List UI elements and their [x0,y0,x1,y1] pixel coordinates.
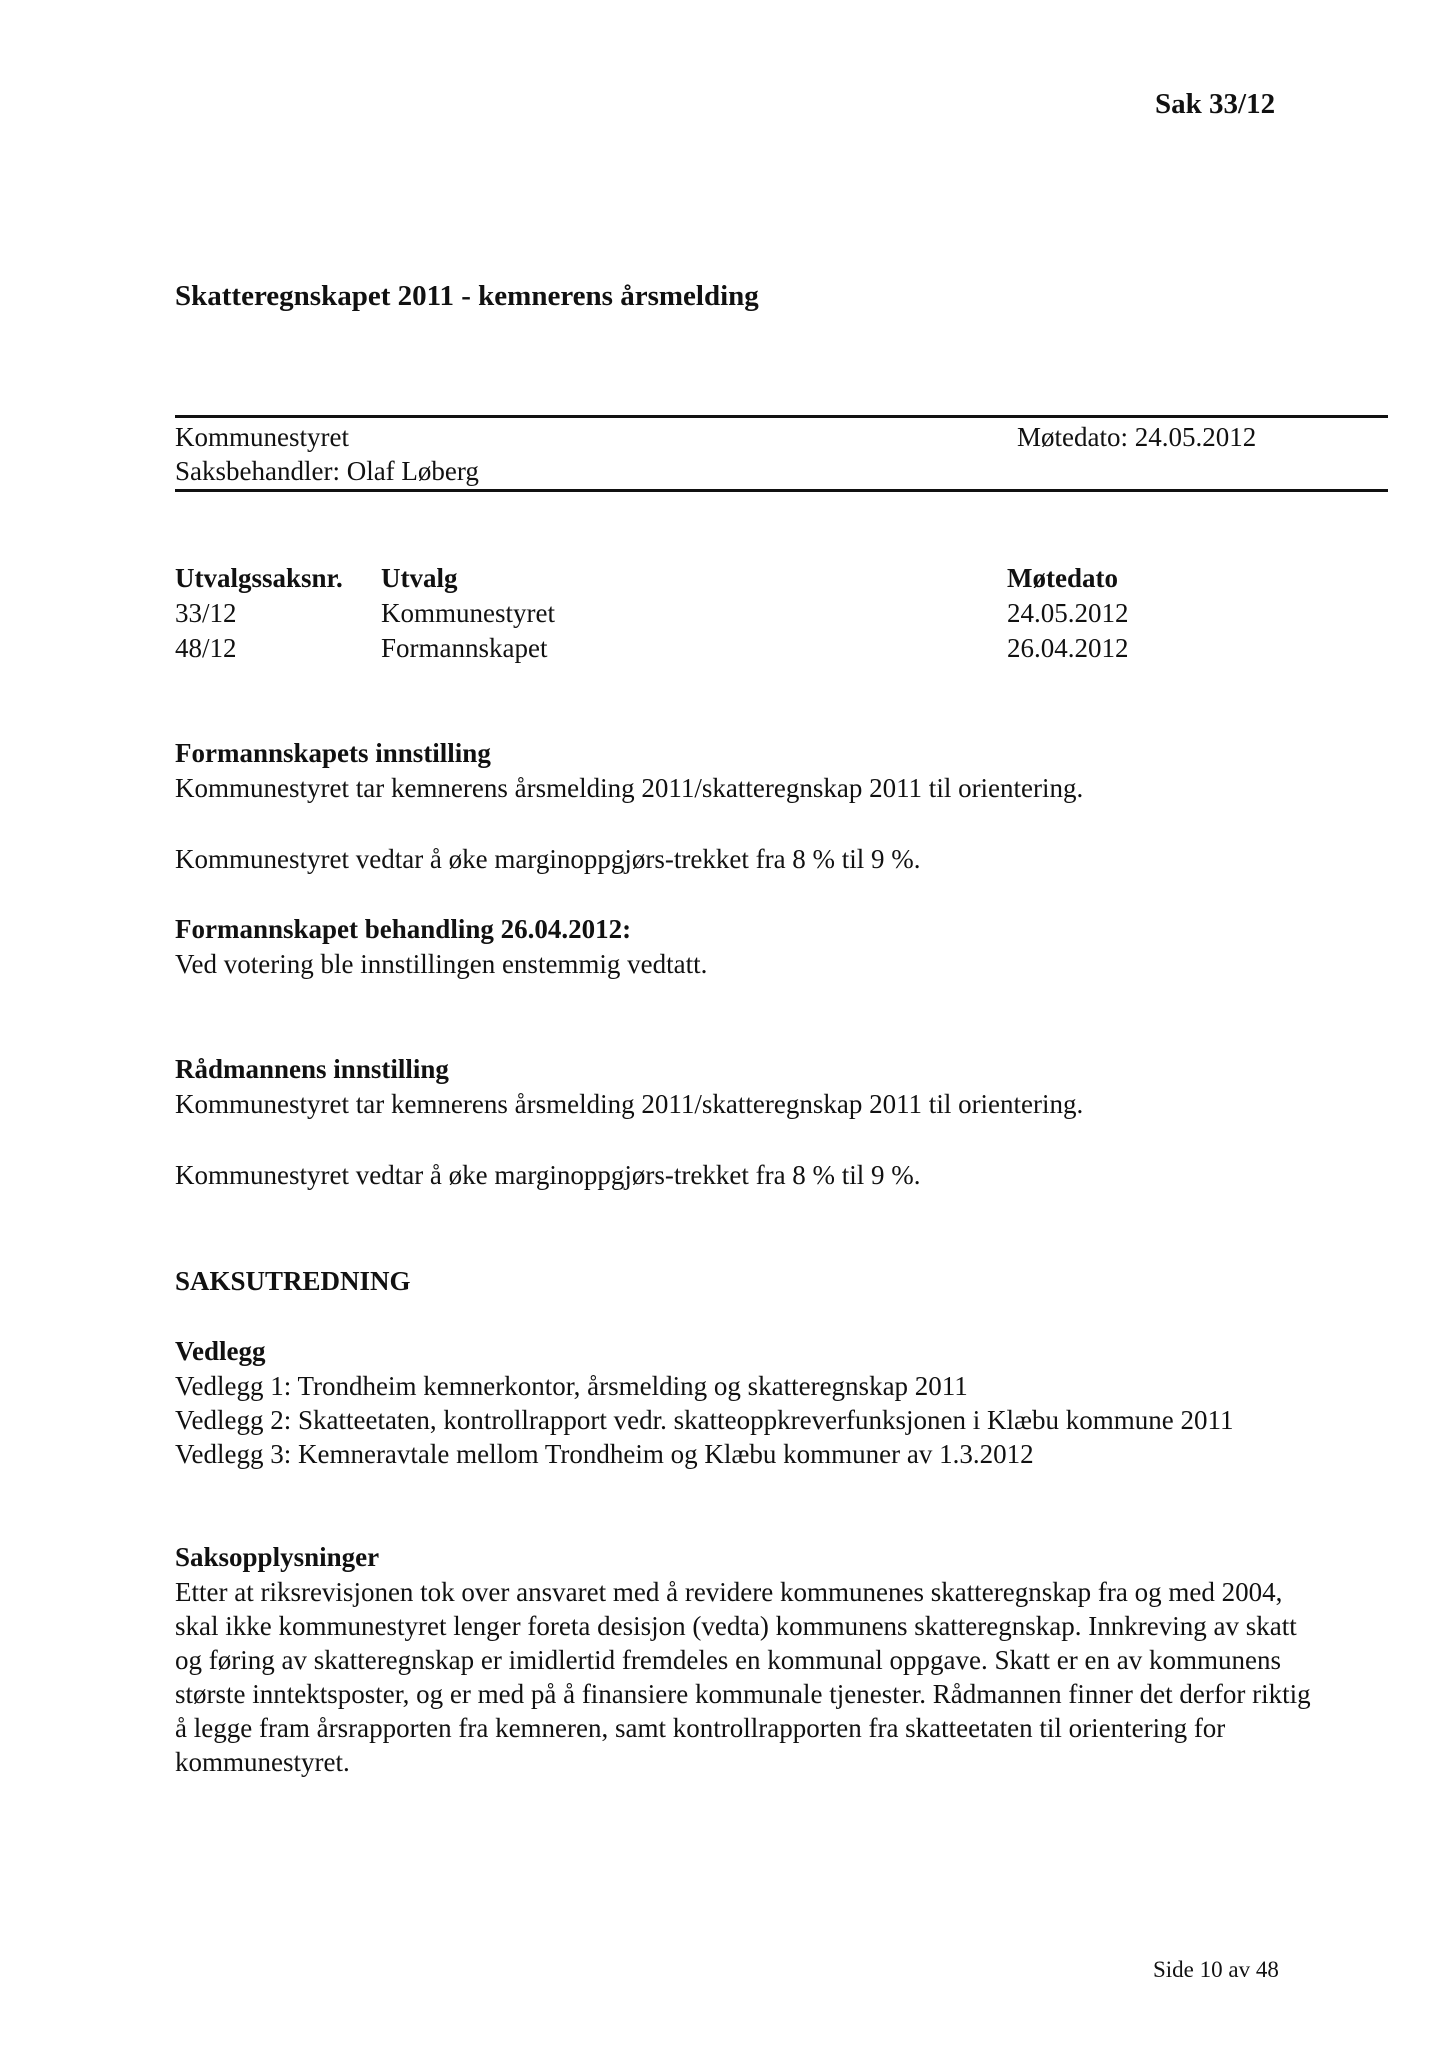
case-number: Sak 33/12 [1155,88,1276,120]
formannskap-treatment-text: Ved votering ble innstillingen enstemmig vedtatt. [175,949,708,979]
attachments-list [175,1369,1315,1471]
saksutredning-heading: SAKSUTREDNING [175,1266,411,1296]
info-text [175,1575,1320,1779]
attachments-heading: Vedlegg [175,1336,266,1366]
attachment-item: Vedlegg 3: Kemneravtale mellom Trondheim og Klæbu kommuner av 1.3.2012 [175,1439,1034,1469]
formannskap-recommendation-heading: Formannskapets innstilling [175,738,491,768]
header-case-officer: Saksbehandler: Olaf Løberg [175,456,479,486]
table-header-case-no: Utvalgssaksnr. [175,563,343,593]
table-cell: 33/12 [175,598,237,628]
info-paragraph: Etter at riksrevisjonen tok over ansvaret med å revidere kommunenes skatteregnskap fra og med 2004, skal ikke kommunestyret lenger foreta desisjon (vedta) kommunens skatteregnskap. Innkreving av skatt og føring av skatteregnskap er imidlertid fremdeles en kommunal oppgave. Skatt er en av kommunens største inntektsposter, og er med på å finansiere kommunale tjenester. Rådmannen finner det derfor riktig å legge fram årsrapporten fra kemneren, samt kontrollrapporten fra skatteetaten til orientering for kommunestyret. [175,1577,1311,1777]
table-cell: 26.04.2012 [1007,633,1129,663]
table-header-meeting-date: Møtedato [1007,563,1118,593]
radmann-recommendation-line1: Kommunestyret tar kemnerens årsmelding 2011/skatteregnskap 2011 til orientering. [175,1089,1084,1119]
formannskap-recommendation-line1: Kommunestyret tar kemnerens årsmelding 2011/skatteregnskap 2011 til orientering. [175,773,1084,803]
radmann-recommendation-heading: Rådmannens innstilling [175,1054,449,1084]
formannskap-recommendation-line2: Kommunestyret vedtar å øke marginoppgjørs-trekket fra 8 % til 9 %. [175,844,921,874]
radmann-recommendation-line2: Kommunestyret vedtar å øke marginoppgjørs-trekket fra 8 % til 9 %. [175,1160,921,1190]
document-title: Skatteregnskapet 2011 - kemnerens årsmelding [175,280,759,312]
formannskap-treatment-heading: Formannskapet behandling 26.04.2012: [175,914,632,944]
table-cell: Kommunestyret [381,598,555,628]
page-number: Side 10 av 48 [1153,1957,1279,1982]
table-cell: 24.05.2012 [1007,598,1129,628]
attachment-item: Vedlegg 2: Skatteetaten, kontrollrapport vedr. skatteoppkreverfunksjonen i Klæbu kommune 2011 [175,1405,1234,1435]
attachment-item: Vedlegg 1: Trondheim kemnerkontor, årsmelding og skatteregnskap 2011 [175,1371,968,1401]
table-cell: Formannskapet [381,633,548,663]
header-rule-top [175,415,1388,418]
table-cell: 48/12 [175,633,237,663]
info-heading: Saksopplysninger [175,1542,380,1572]
header-rule-bottom [175,489,1388,492]
header-meeting-date: Møtedato: 24.05.2012 [1017,422,1257,452]
header-body: Kommunestyret [175,422,349,452]
table-header-committee: Utvalg [381,563,458,593]
